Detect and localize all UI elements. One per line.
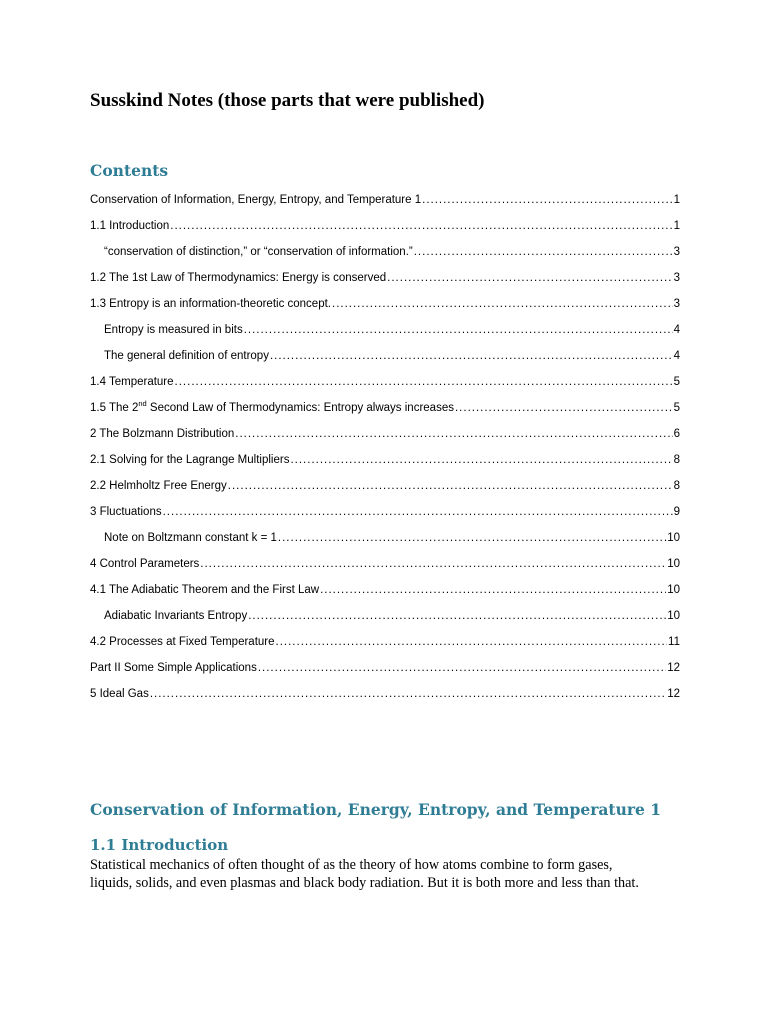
toc-entry[interactable] — [90, 546, 680, 572]
toc-dot-leader — [150, 687, 666, 701]
toc-dot-leader — [387, 271, 672, 285]
toc-page-number: 8 — [673, 454, 680, 466]
toc-entry-text: 4.1 The Adiabatic Theorem and the First Law — [90, 584, 320, 596]
toc-dot-leader — [228, 479, 673, 493]
toc-entry-text-before: 1.5 The 2 — [90, 402, 139, 414]
document-title: Susskind Notes (those parts that were published) — [90, 90, 485, 111]
body-paragraph — [90, 856, 690, 892]
toc-entry[interactable] — [90, 312, 680, 338]
toc-page-number: 12 — [667, 662, 680, 674]
toc-page-number: 3 — [673, 272, 680, 284]
toc-entry-text: 4.2 Processes at Fixed Temperature — [90, 636, 275, 648]
toc-dot-leader — [200, 557, 666, 571]
toc-page-number: 4 — [673, 350, 680, 362]
toc-entry[interactable] — [90, 338, 680, 364]
toc-entry-text: Adiabatic Invariants Entropy — [104, 610, 248, 622]
toc-entry[interactable] — [90, 650, 680, 676]
toc-dot-leader — [258, 661, 666, 675]
toc-dot-leader — [276, 635, 668, 649]
toc-entry-text: 1.1 Introduction — [90, 220, 170, 232]
toc-dot-leader — [332, 297, 673, 311]
toc-entry-text: Note on Boltzmann constant k = 1 — [104, 532, 277, 544]
toc-entry-text: Conservation of Information, Energy, Entropy, and Temperature 1 — [90, 194, 422, 206]
toc-entry-text: 2.2 Helmholtz Free Energy — [90, 480, 227, 492]
toc-entry-text: The general definition of entropy — [104, 350, 269, 362]
toc-entry[interactable] — [90, 624, 680, 650]
toc-entry-text: Part II Some Simple Applications — [90, 662, 257, 674]
toc-page-number: 10 — [667, 558, 680, 570]
toc-dot-leader — [320, 583, 666, 597]
paragraph-line: liquids, solids, and even plasmas and black body radiation. But it is both more and less than that. — [90, 875, 639, 891]
toc-entry-text: 5 Ideal Gas — [90, 688, 149, 700]
toc-entry[interactable] — [90, 676, 680, 702]
toc-page-number: 10 — [667, 532, 680, 544]
toc-dot-leader — [422, 193, 672, 207]
toc-page-number: 3 — [673, 246, 680, 258]
toc-page-number: 3 — [673, 298, 680, 310]
toc-entry[interactable] — [90, 572, 680, 598]
toc-entry-text: 1.3 Entropy is an information-theoretic concept. — [90, 298, 331, 310]
toc-entry[interactable] — [90, 260, 680, 286]
toc-dot-leader — [290, 453, 672, 467]
toc-page-number: 6 — [673, 428, 680, 440]
toc-entry[interactable] — [90, 208, 680, 234]
toc-entry[interactable] — [90, 598, 680, 624]
section-heading: Conservation of Information, Energy, Entropy, and Temperature 1 — [90, 800, 662, 819]
toc-entry-text: 1.4 Temperature — [90, 376, 174, 388]
contents-heading: Contents — [90, 161, 169, 180]
toc-entry-text: 4 Control Parameters — [90, 558, 200, 570]
toc-entry[interactable] — [90, 442, 680, 468]
toc-page-number: 12 — [667, 688, 680, 700]
toc-entry[interactable] — [90, 416, 680, 442]
toc-page-number: 10 — [667, 584, 680, 596]
toc-dot-leader — [175, 375, 673, 389]
toc-entry[interactable] — [90, 364, 680, 390]
toc-dot-leader — [235, 427, 672, 441]
toc-entry[interactable] — [90, 234, 680, 260]
toc-dot-leader — [163, 505, 673, 519]
toc-entry-text: 1.2 The 1st Law of Thermodynamics: Energy is conserved — [90, 272, 387, 284]
toc-page-number: 9 — [673, 506, 680, 518]
toc-page-number: 1 — [673, 194, 680, 206]
toc-entry[interactable] — [90, 286, 680, 312]
toc-dot-leader — [270, 349, 673, 363]
toc-entry-text: 3 Fluctuations — [90, 506, 162, 518]
toc-page-number: 4 — [673, 324, 680, 336]
toc-entry-text: “conservation of distinction,” or “conservation of information.” — [104, 246, 413, 258]
toc-entry[interactable] — [90, 182, 680, 208]
toc-dot-leader — [248, 609, 666, 623]
toc-page-number: 8 — [673, 480, 680, 492]
toc-dot-leader — [455, 401, 673, 415]
toc-dot-leader — [170, 219, 672, 233]
toc-entry[interactable] — [90, 494, 680, 520]
toc-entry-text — [90, 401, 454, 415]
toc-page-number: 1 — [673, 220, 680, 232]
subsection-heading: 1.1 Introduction — [90, 836, 229, 854]
toc-page-number: 11 — [668, 636, 680, 648]
toc-page-number: 5 — [673, 376, 680, 388]
toc-entry-text: Entropy is measured in bits — [104, 324, 243, 336]
toc-entry[interactable] — [90, 468, 680, 494]
toc-entry[interactable] — [90, 390, 680, 416]
toc-dot-leader — [278, 531, 666, 545]
toc-dot-leader — [244, 323, 673, 337]
toc-entry-text: 2.1 Solving for the Lagrange Multipliers — [90, 454, 290, 466]
toc-page-number: 10 — [667, 610, 680, 622]
toc-entry-superscript: nd — [138, 399, 147, 409]
toc-entry-text-after: Second Law of Thermodynamics: Entropy always increases — [146, 402, 454, 414]
toc-page-number: 5 — [673, 402, 680, 414]
toc-dot-leader — [414, 245, 673, 259]
table-of-contents — [90, 182, 680, 702]
toc-entry[interactable] — [90, 520, 680, 546]
paragraph-line: Statistical mechanics of often thought of as the theory of how atoms combine to form gases, — [90, 857, 613, 873]
toc-entry-text: 2 The Bolzmann Distribution — [90, 428, 235, 440]
